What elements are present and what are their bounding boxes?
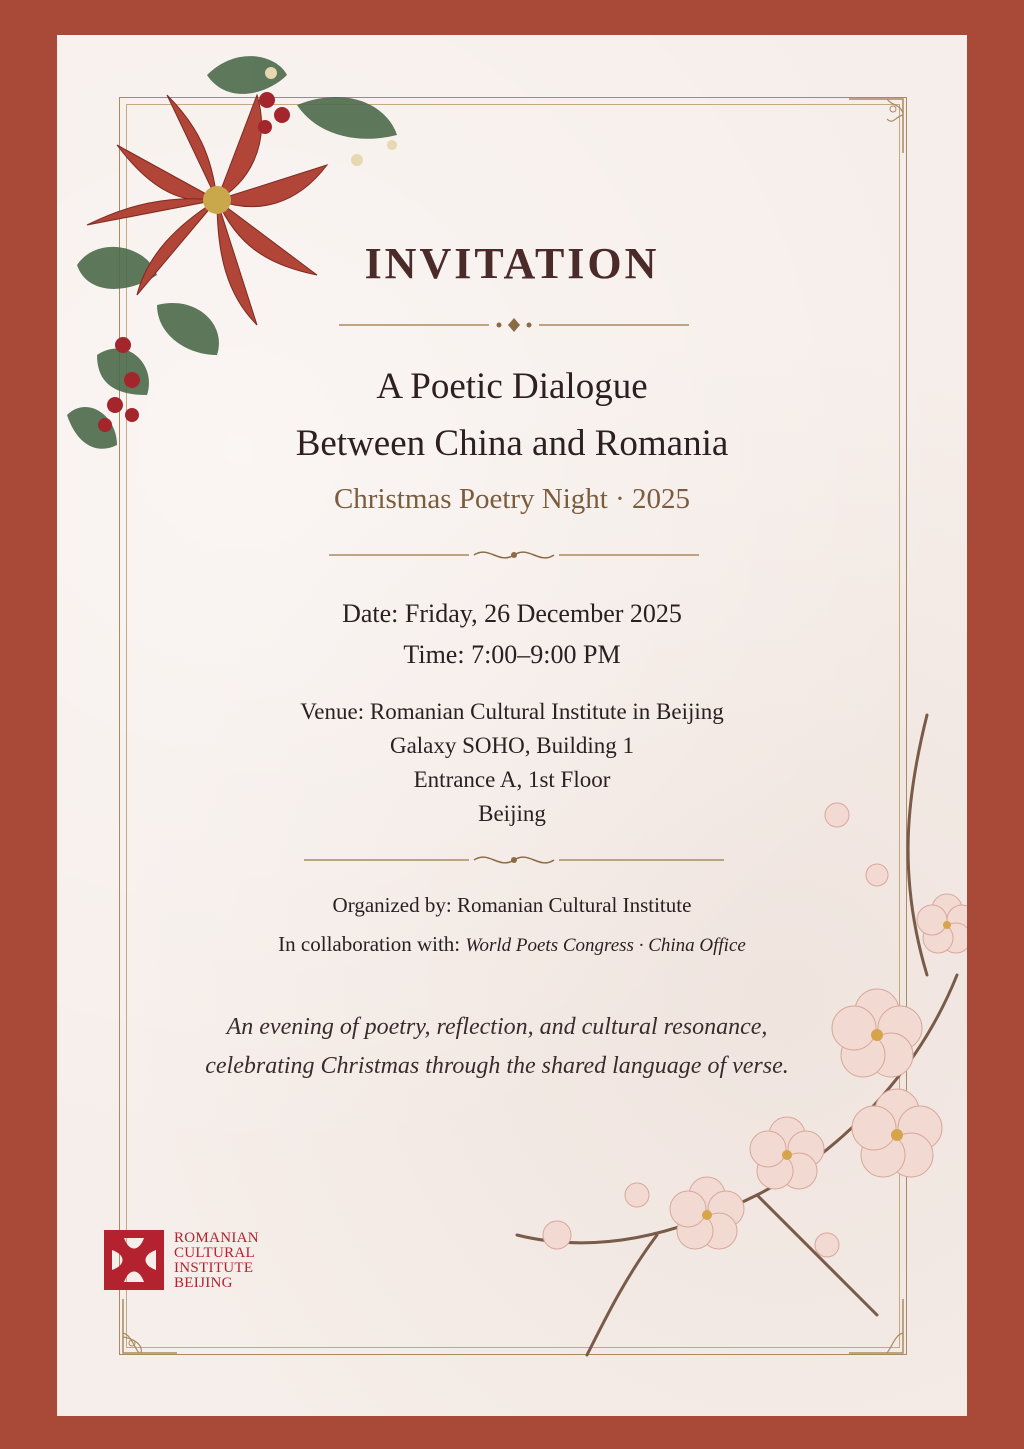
collab-partner: World Poets Congress · China Office [465,935,746,956]
logo-line-1: ROMANIAN [174,1230,259,1246]
venue-line-2: Galaxy SOHO, Building 1 [389,733,635,758]
event-time: Time: 7:00–9:00 PM [403,640,621,669]
logo-line-3: INSTITUTE [174,1260,254,1276]
venue-line-3: Entrance A, 1st Floor [413,767,611,792]
event-date: Date: Friday, 26 December 2025 [342,599,682,628]
institute-logo-text [174,1231,259,1291]
venue-line-1: Venue: Romanian Cultural Institute in Beijing [300,699,724,724]
collab-label: In collaboration with: [278,932,461,956]
event-heading-line1: A Poetic Dialogue [376,366,648,407]
logo-line-2: CULTURAL [174,1245,256,1261]
logo-line-4: BEIJING [174,1275,233,1291]
event-description: An evening of poetry, reflection, and cultural resonance, celebrating Christmas through the shared language of verse. [205,1014,789,1079]
venue-line-4: Beijing [478,801,546,826]
event-venue [57,695,967,831]
event-subtitle: Christmas Poetry Night · 2025 [333,483,691,515]
organizer: Organized by: Romanian Cultural Institute [332,893,692,917]
invitation-card [57,35,967,1416]
invitation-title: INVITATION [364,239,660,288]
event-heading-line2: Between China and Romania [295,423,729,464]
collaboration [57,932,967,957]
